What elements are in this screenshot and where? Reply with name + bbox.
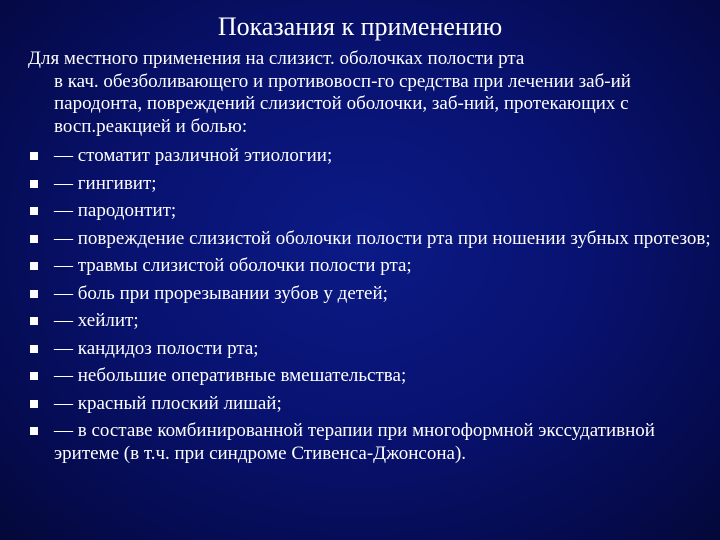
indications-list — [28, 145, 718, 470]
list-item — [28, 283, 718, 306]
list-item-text: — кандидоз полости рта; — [54, 337, 259, 359]
intro-paragraph — [28, 48, 708, 138]
square-bullet-icon — [30, 317, 38, 325]
list-item — [28, 173, 718, 196]
list-item — [28, 310, 718, 333]
list-item-text: — боль при прорезывании зубов у детей; — [54, 282, 388, 304]
list-item-text: — пародонтит; — [54, 200, 177, 221]
square-bullet-icon — [30, 262, 38, 270]
list-item — [28, 338, 718, 361]
slide-title: Показания к применению — [217, 12, 503, 41]
intro-first-line: Для местного применения на слизист. оболочках полости рта — [28, 48, 525, 69]
square-bullet-icon — [30, 207, 38, 215]
list-item — [28, 365, 718, 388]
square-bullet-icon — [30, 290, 38, 298]
list-item-text: — хейлит; — [54, 310, 139, 331]
intro-continuation: в кач. обезболивающего и противовосп-го средства при лечении заб-ий пародонта, повреждений слизистой оболочки, заб-ний, протекающих с восп.реакцией и болью: — [54, 70, 631, 137]
list-item — [28, 145, 718, 168]
list-item-text: — гингивит; — [54, 172, 157, 194]
list-item-text: — красный плоский лишай; — [54, 392, 282, 414]
list-item — [28, 420, 718, 465]
square-bullet-icon — [30, 235, 38, 243]
list-item-text: — в составе комбинированной терапии при многоформной экссудативной эритеме (в т.ч. при синдроме Стивенса-Джонсона). — [54, 420, 655, 464]
list-item-text: — травмы слизистой оболочки полости рта; — [54, 255, 412, 276]
list-item-text: — стоматит различной этиологии; — [54, 145, 333, 166]
square-bullet-icon — [30, 400, 38, 408]
list-item-text: — небольшие оперативные вмешательства; — [54, 365, 407, 386]
list-item-text: — повреждение слизистой оболочки полости рта при ношении зубных протезов; — [54, 227, 711, 249]
square-bullet-icon — [30, 152, 38, 160]
list-item — [28, 228, 718, 251]
list-item — [28, 255, 718, 278]
list-item — [28, 200, 718, 223]
square-bullet-icon — [30, 427, 38, 435]
list-item — [28, 393, 718, 416]
square-bullet-icon — [30, 372, 38, 380]
square-bullet-icon — [30, 180, 38, 188]
square-bullet-icon — [30, 345, 38, 353]
